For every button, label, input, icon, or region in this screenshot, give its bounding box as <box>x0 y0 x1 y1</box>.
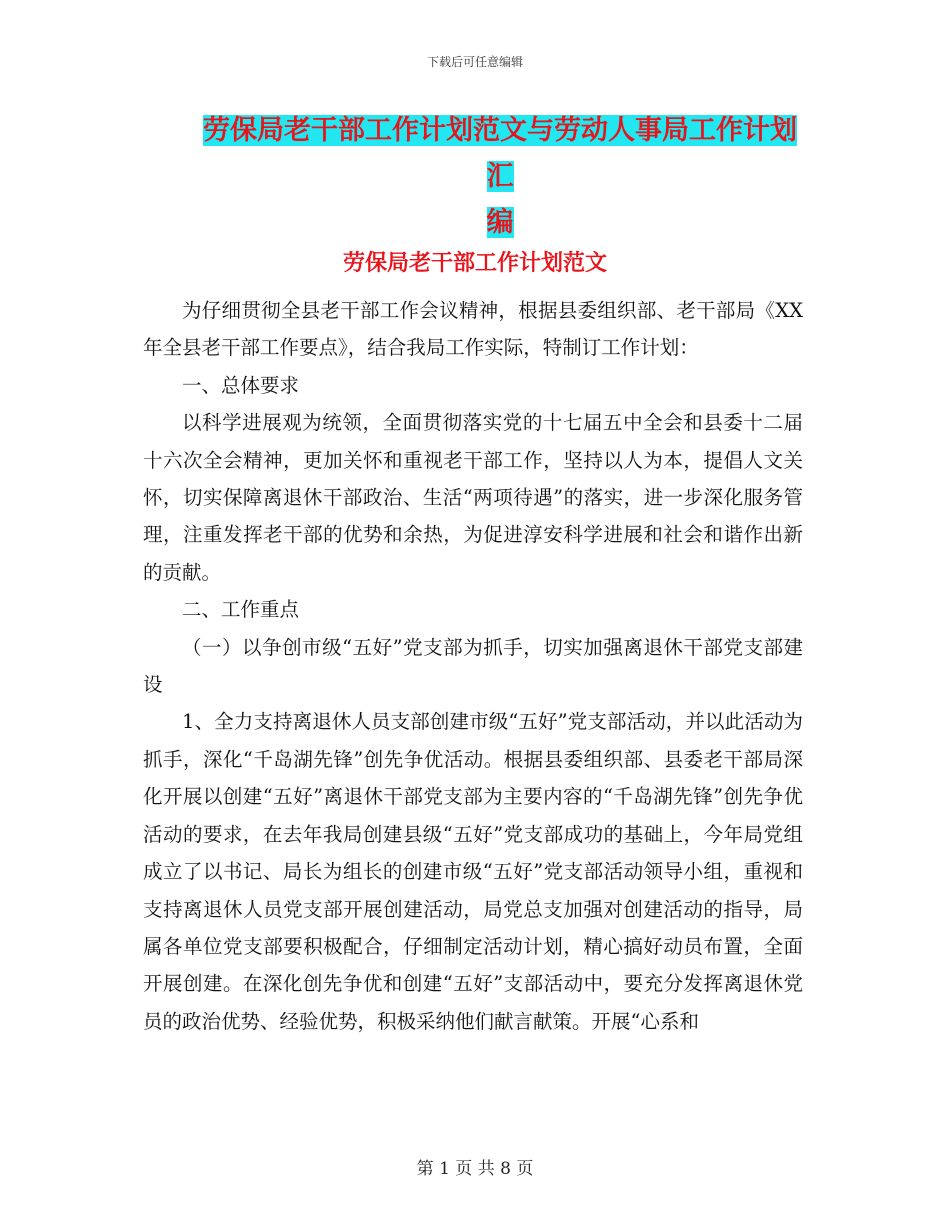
heading-work-focus: 二、工作重点 <box>182 598 300 622</box>
paragraph-item-1: 1、全力支持离退休人员支部创建市级“五好”党支部活动，并以此活动为抓手，深化“千岛湖先锋”创先争优活动。根据县委组织部、县委老干部局深化开展以创建“五好”离退休干部党支部为主要内容的“千岛湖先锋”创先争优活动的要求，在去年我局创建县级“五好”党支部成功的基础上，今年局党组成立了以书记、局长为组长的创建市级“五好”党支部活动领导小组，重视和支持离退休人员党支部开展创建活动，局党总支加强对创建活动的指导，局属各单位党支部要积极配合，仔细制定活动计划，精心搞好动员布置，全面开展创建。在深化创先争优和创建“五好”支部活动中，要充分发挥离退休党员的政治优势、经验优势，积极采纳他们献言献策。开展“心系和 <box>143 710 803 1033</box>
document-title-line-1: 劳保局老干部工作计划范文与劳动人事局工作计划汇 <box>203 115 797 192</box>
heading-general-requirements: 一、总体要求 <box>182 373 300 397</box>
subheading-party-branch: （一）以争创市级“五好”党支部为抓手，切实加强离退休干部党支部建设 <box>143 635 803 697</box>
page-number: 第 1 页 共 8 页 <box>416 1159 534 1179</box>
section-title: 劳保局老干部工作计划范文 <box>342 251 607 276</box>
document-body <box>143 292 803 1040</box>
paragraph-intro: 为仔细贯彻全县老干部工作会议精神，根据县委组织部、老干部局《XX年全县老干部工作要点》，结合我局工作实际，特制订工作计划： <box>143 299 803 360</box>
document-title-line-2: 编 <box>486 207 514 238</box>
document-title <box>190 108 810 246</box>
paragraph-general-requirements: 以科学进展观为统领，全面贯彻落实党的十七届五中全会和县委十二届十六次全会精神，更加关怀和重视老干部工作，坚持以人为本，提倡人文关怀，切实保障离退休干部政治、生活“两项待遇”的落实，进一步深化服务管理，注重发挥老干部的优势和余热，为促进淳安科学进展和社会和谐作出新的贡献。 <box>143 411 803 584</box>
page-header-note: 下载后可任意编辑 <box>426 55 523 69</box>
